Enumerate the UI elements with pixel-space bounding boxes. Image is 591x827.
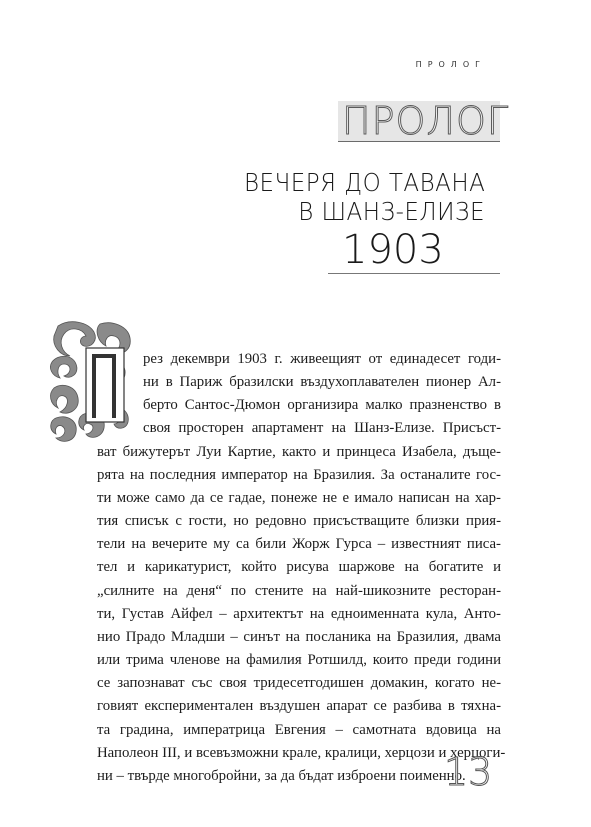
body-line: ти може само да се гадае, понеже не е имало написан на хар- [97,489,501,506]
body-line: „силните на деня“ по стените на най-шикозните ресторан- [97,582,501,599]
body-line: ти, Густав Айфел – архитектът на едноименната кула, Анто- [97,605,501,622]
body-line: ни – твърде многобройни, за да бъдат изброени поименно. [97,767,466,784]
chapter-title-box [338,99,510,143]
body-line: рез декември 1903 г. живеещият от единадесет годи- [143,351,501,367]
body-line: или трима членове на фамилия Ротшилд, които преди години [97,652,501,669]
body-line: Наполеон III, и всевъзможни крале, кралици, херцози и херцоги- [97,744,506,761]
chapter-year: 1903 [342,227,444,273]
body-line: нио Прадо Младши – синът на посланика на Бразилия, двама [97,628,501,645]
body-line: тел и карикатурист, който рисува шаржове на богатите и [97,559,501,576]
body-line: ват бижутерът Луи Картие, както и принцеса Изабела, дъще- [97,443,501,460]
body-text [97,348,506,788]
body-line: ни в Париж бразилски въздухоплавателен пионер Ал- [143,374,501,391]
title-divider [328,273,500,274]
body-line: се запознават със своя тридесетгодишен домакин, когато не- [97,675,501,692]
running-header: ПРОЛОГ [415,60,486,69]
chapter-title: ПРОЛОГ [342,99,510,143]
body-line: тели на вечерите му са били Жорж Гурса – известният писа- [97,536,501,553]
body-line: берто Сантос-Дюмон организира малко празненство в [143,397,501,414]
body-line: тия списък с гости, но редовно присъстващите близки прия- [97,513,501,530]
page-number: 13 [444,750,493,794]
body-line: своя просторен апартамент на Шанз-Елизе. Присъст- [143,420,501,437]
body-line: говият експериментален въздушен апарат се разбива в тяхна- [97,698,501,715]
body-line: рята на последния император на Бразилия. За останалите гос- [97,466,501,483]
subtitle-line-2: В ШАНЗ-ЕЛИЗЕ [298,197,485,226]
subtitle-line-1: ВЕЧЕРЯ ДО ТАВАНА [243,168,485,197]
body-line: та градина, императрица Евгения – самотната вдовица на [97,721,501,738]
